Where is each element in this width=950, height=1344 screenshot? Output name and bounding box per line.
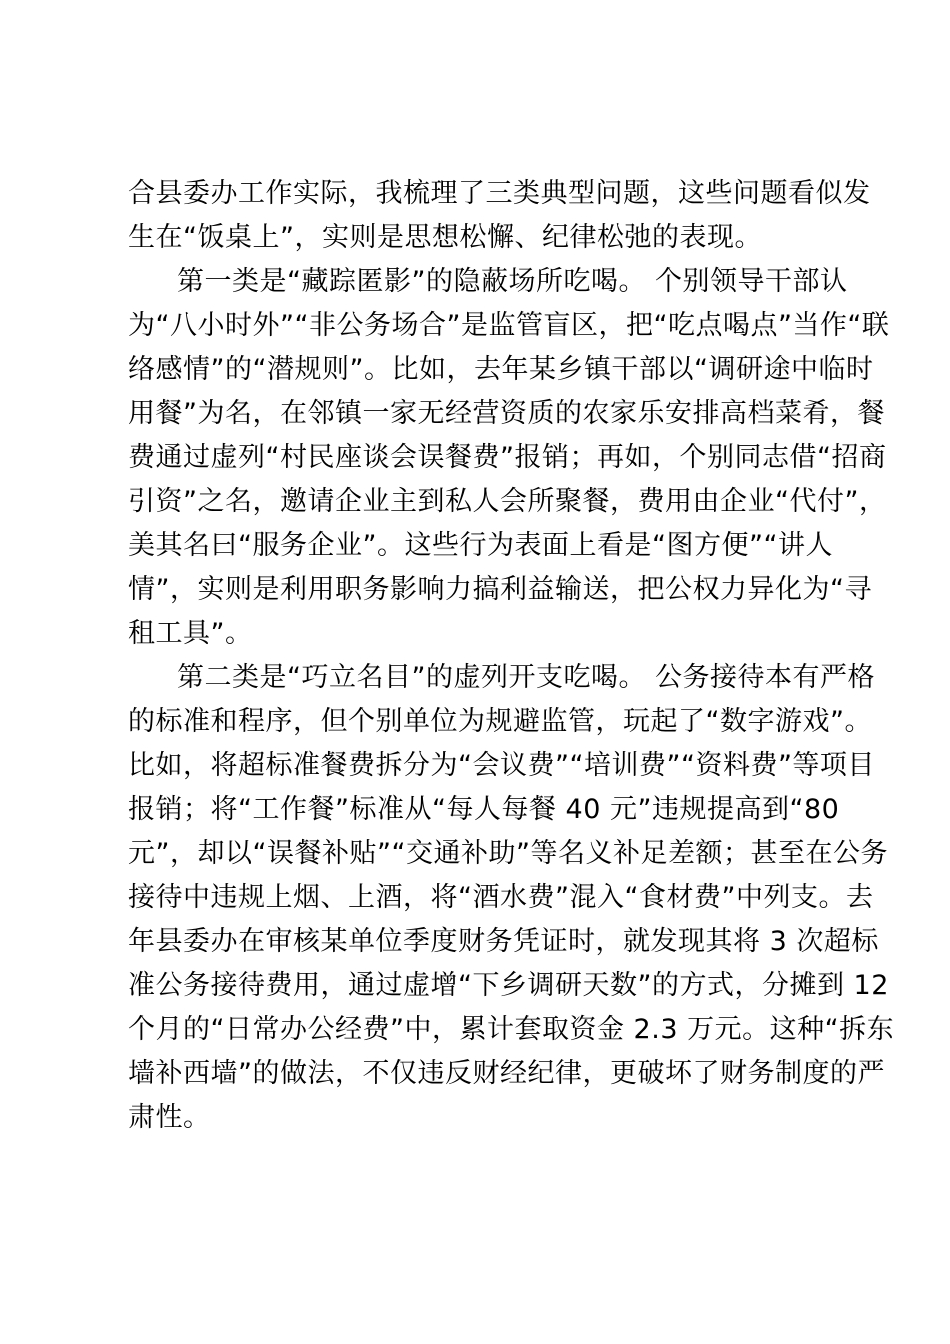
text-line: 络感情”的“潜规则”。比如，去年某乡镇干部以“调研途中临时 — [128, 354, 874, 385]
text-line: 租工具”。 — [128, 618, 253, 649]
text-line: 为“八小时外”“非公务场合”是监管盲区，把“吃点喝点”当作“联 — [128, 310, 890, 341]
text-line: 费通过虚列“村民座谈会误餐费”报销；再如，个别同志借“招商 — [128, 442, 887, 473]
text-line: 用餐”为名，在邻镇一家无经营资质的农家乐安排高档菜肴，餐 — [128, 398, 885, 429]
text-line: 情”，实则是利用职务影响力搞利益输送，把公权力异化为“寻 — [128, 574, 872, 605]
text-line: 墙补西墙”的做法，不仅违反财经纪律，更破坏了财务制度的严 — [128, 1058, 885, 1089]
text-line: 合县委办工作实际，我梳理了三类典型问题，这些问题看似发 — [128, 178, 871, 209]
paragraph-first-line: 第二类是“巧立名目”的虚列开支吃喝。 公务接待本有严格 — [177, 662, 876, 693]
text-line: 肃性。 — [128, 1102, 211, 1133]
paragraph-first-line: 第一类是“藏踪匿影”的隐蔽场所吃喝。 个别领导干部认 — [177, 266, 848, 297]
text-line: 接待中违规上烟、上酒，将“酒水费”混入“食材费”中列支。去 — [128, 882, 874, 913]
text-line: 个月的“日常办公经费”中，累计套取资金 2.3 万元。这种“拆东 — [128, 1014, 895, 1045]
text-line: 报销；将“工作餐”标准从“每人每餐 40 元”违规提高到“80 — [128, 794, 840, 825]
text-line: 准公务接待费用，通过虚增“下乡调研天数”的方式，分摊到 12 — [128, 970, 889, 1001]
text-line: 元”，却以“误餐补贴”“交通补助”等名义补足差额；甚至在公务 — [128, 838, 888, 869]
text-line: 引资”之名，邀请企业主到私人会所聚餐，费用由企业“代付”， — [128, 486, 887, 517]
text-line: 生在“饭桌上”，实则是思想松懈、纪律松弛的表现。 — [128, 222, 762, 253]
text-line: 的标准和程序，但个别单位为规避监管，玩起了“数字游戏”。 — [128, 706, 872, 737]
text-line: 美其名曰“服务企业”。这些行为表面上看是“图方便”“讲人 — [128, 530, 833, 561]
text-line: 比如，将超标准餐费拆分为“会议费”“培训费”“资料费”等项目 — [128, 750, 875, 781]
text-line: 年县委办在审核某单位季度财务凭证时，就发现其将 3 次超标 — [128, 926, 879, 957]
